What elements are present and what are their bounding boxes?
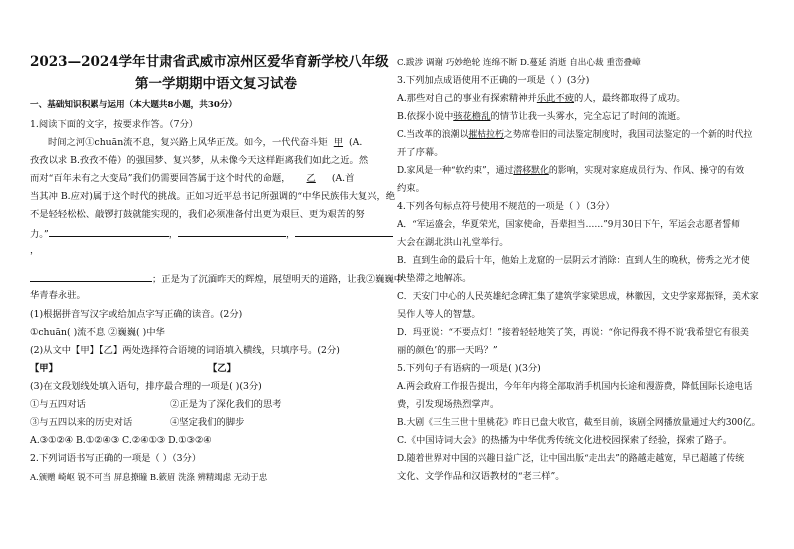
question-2-stem: 2.下列词语书写正确的一项是（ ）（3分） [30,453,202,464]
passage-line-2: 孜孜以求 B.孜孜不倦）的强国梦、复兴梦，从未像今天这样距离我们如此之近。然 [30,155,369,166]
question-1-2: (2)从文中【甲】【乙】两处选择符合语境的词语填入横线，只填序号。(2分) [30,345,340,356]
question-3-option-a: A.那些对自己的事业有探索精神并乐此不疲的人，最终都取得了成功。 [397,93,686,104]
question-2-options-ab: A.颁赠 崎岖 锐不可当 屏息撩瞳 B.簌眉 洗涤 辨精竭虑 无动于忠 [30,472,268,482]
exam-title-line2: 第一学期期中语文复习试卷 [135,76,297,92]
question-5-option-a: A.两会政府工作报告提出，今年年内将全部取消手机国内长途和漫游费，降低国际长途电话 [397,382,753,392]
blank-yi: 乙 [306,173,316,184]
question-4-option-d-cont: 丽的颜色’的那一天吗？” [397,345,498,356]
question-1-stem: 1.阅读下面的文字，按要求作答。（7分） [30,119,199,130]
passage-line-3: 而对“百年未有之大变局”我们仍需要回答属于这个时代的命题， 乙 (A.首 [30,173,355,184]
option-2: ②正是为了深化我们的思考 [170,399,282,410]
question-3-option-c: C.当改革的浪潮以摧枯拉朽之势席卷旧的司法鉴定制度时，我国司法鉴定的一个新的时代拉 [397,130,753,140]
passage-line-1: 时间之河①chuān流不息，复兴路上风华正茂。如今，一代代奋斗矩 甲 (A. [48,137,363,148]
question-5-stem: 5.下列句子有语病的一项是( )(3分) [397,363,541,374]
question-5-option-d: D.随着世界对中国的兴趣日益广泛，让中国出版“走出去”的路越走越宽，早已超越了传统 [397,454,745,464]
question-2-options-cd: C.跋涉 调谢 巧妙绝轮 连绵不断 D.蔓延 消逝 自出心裁 重峦叠嶂 [397,58,641,68]
question-4-option-c: C．天安门中心的人民英雄纪念碑汇集了建筑学家梁思成，林徽因，文史学家郑振铎，美术家 [397,292,759,302]
exam-title-line1: 2023—2024学年甘肃省武威市凉州区爱华育新学校八年级 [30,54,389,70]
question-4-option-d: D．玛亚说：“不要点灯！”接着轻轻地笑了笑，再说：“你记得我不得不说‘我希望它有很美 [397,328,749,338]
section-heading: 一、基础知识积累与运用（本大题共8小题，共30分） [30,100,238,110]
option-1: ①与五四对话 [30,399,86,410]
question-5-option-b: B.大剧《三生三世十里桃花》昨日已盘大收官，截至目前，该剧全网播放量通过大约300亿。 [397,418,761,428]
question-1-3: (3)在文段划线处填入语句，排序最合理的一项是( )(3分) [30,381,262,392]
question-3-option-d: D.家风是一种“软约束”，通过潜移默化的影响，实现对家庭成员行为、作风、操守的有效 [397,166,745,176]
passage-line-6b: ， [30,245,40,256]
passage-line-4: 当其冲 B.应对)属于这个时代的挑战。正如习近平总书记所强调的“中华民族伟大复兴，绝 [30,191,396,202]
question-4-stem: 4.下列各句标点符号使用不规范的一项是（ ）（3分） [397,201,615,212]
question-4-option-c-cont: 吴作人等人的智慧。 [397,309,481,320]
label-jia: 【甲】 [30,363,58,374]
passage-line-5: 不是轻轻松松、敲锣打鼓就能实现的，我们必须准备付出更为艰巨、更为艰苦的努 [30,209,365,220]
passage-line-6: 力。” ， ， [30,227,393,241]
question-3-option-b: B.依探小说中骇花檐乱的情节让我一头雾水，完全忘记了时间的流逝。 [397,111,686,122]
question-4-option-a: A．“军运盛会，华夏荣光，国家使命，吾辈担当……”9月30日下午，军运会志愿者誓师 [397,220,741,230]
answer-blank[interactable] [178,227,286,237]
question-3-option-d-cont: 约束。 [397,183,425,194]
question-3-option-c-cont: 开了序幕。 [397,147,444,158]
passage-line-7: ；正是为了沉湎昨天的辉煌，展望明天的道路，让我②巍巍中 [30,272,403,286]
answer-blank[interactable] [295,227,393,237]
question-1-1: (1)根据拼音写汉字或给加点字写正确的读音。(2分) [30,309,243,320]
option-3: ③与五四以来的历史对话 [30,417,133,428]
answer-blank[interactable] [49,227,169,237]
question-1-1-options: ①chuān( )流不息 ②巍巍( )中华 [30,327,165,338]
question-1-3-choices: A.③①②④ B.①②④③ C.②④①③ D.①③②④ [30,435,212,446]
option-4: ④坚定我们的脚步 [170,417,245,428]
answer-blank[interactable] [30,272,152,282]
question-4-option-b: B．直到生命的最后十年，他始上龙窟的一层阴云才消除：直到人生的晚秋，傍秀之光才使 [397,256,750,266]
passage-line-8: 华青春永驻。 [30,290,86,301]
question-3-stem: 3.下列加点成语使用不正确的一项是（ ）(3分) [397,75,590,86]
question-5-option-c: C.《中国诗词大会》的热播为中华优秀传统文化进校园探索了经验，探索了路子。 [397,435,733,446]
question-4-option-b-cont: 块垫滞之地解冻。 [397,273,472,284]
blank-jia: 甲 [333,137,344,148]
question-5-option-d-cont: 文化、文学作品和汉语教材的“老三样”。 [397,471,565,482]
question-4-option-a-cont: 大会在湖北洪山礼堂举行。 [397,237,509,248]
label-yi: 【乙】 [208,363,236,374]
question-5-option-a-cont: 费，引发现场热烈掌声。 [397,399,500,410]
